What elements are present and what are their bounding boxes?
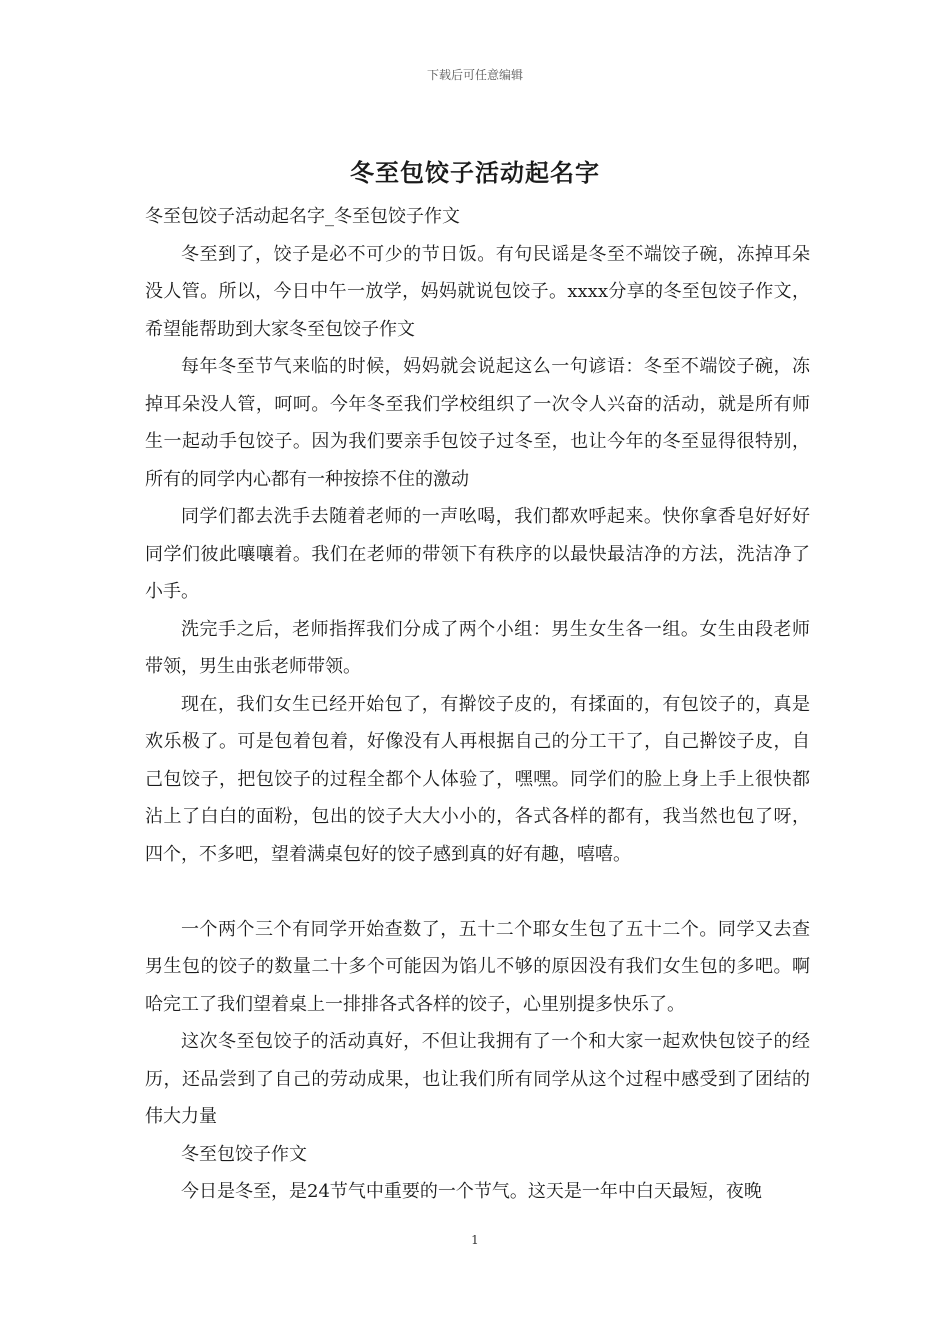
paragraph: 同学们都去洗手去随着老师的一声吆喝，我们都欢呼起来。快你拿香皂好好好同学们彼此嚷嚷着。我们在老师的带领下有秩序的以最快最洁净的方法，洗洁净了小手。 bbox=[145, 506, 810, 602]
paragraph: 冬至到了，饺子是必不可少的节日饭。有句民谣是冬至不端饺子碗，冻掉耳朵没人管。所以，今日中午一放学，妈妈就说包饺子。xxxx分享的冬至包饺子作文，希望能帮助到大家冬至包饺子作文 bbox=[145, 243, 810, 340]
document-subtitle: 冬至包饺子活动起名字_冬至包饺子作文 bbox=[145, 206, 460, 227]
page-header-note: 下载后可任意编辑 bbox=[426, 68, 523, 82]
paragraph: 这次冬至包饺子的活动真好，不但让我拥有了一个和大家一起欢快包饺子的经历，还品尝到了自己的劳动成果，也让我们所有同学从这个过程中感受到了团结的伟大力量 bbox=[145, 1031, 810, 1127]
paragraph: 一个两个三个有同学开始查数了，五十二个耶女生包了五十二个。同学又去查男生包的饺子的数量二十多个可能因为馅儿不够的原因没有我们女生包的多吧。啊哈完工了我们望着桌上一排排各式各样的饺子，心里别提多快乐了。 bbox=[145, 918, 810, 1015]
document-title: 冬至包饺子活动起名字 bbox=[350, 158, 600, 187]
paragraph: 现在，我们女生已经开始包了，有擀饺子皮的，有揉面的，有包饺子的，真是欢乐极了。可是包着包着，好像没有人再根据自己的分工干了，自己擀饺子皮，自己包饺子，把包饺子的过程全都个人体验了，嘿嘿。同学们的脸上身上手上很快都沾上了白白的面粉，包出的饺子大大小小的，各式各样的都有，我当然也包了呀，四个，不多吧，望着满桌包好的饺子感到真的好有趣，嘻嘻。 bbox=[145, 693, 810, 865]
document-body bbox=[145, 198, 810, 1211]
paragraph: 每年冬至节气来临的时候，妈妈就会说起这么一句谚语：冬至不端饺子碗，冻掉耳朵没人管，呵呵。今年冬至我们学校组织了一次令人兴奋的活动，就是所有师生一起动手包饺子。因为我们要亲手包饺子过冬至，也让今年的冬至显得很特别，所有的同学内心都有一种按捺不住的激动 bbox=[145, 356, 810, 490]
section-heading: 冬至包饺子作文 bbox=[181, 1143, 307, 1165]
page-number: 1 bbox=[471, 1233, 479, 1247]
paragraph: 洗完手之后，老师指挥我们分成了两个小组：男生女生各一组。女生由段老师带领，男生由张老师带领。 bbox=[145, 618, 810, 677]
paragraph-spacer bbox=[145, 873, 810, 911]
paragraph: 今日是冬至，是24节气中重要的一个节气。这天是一年中白天最短，夜晚 bbox=[181, 1181, 762, 1202]
